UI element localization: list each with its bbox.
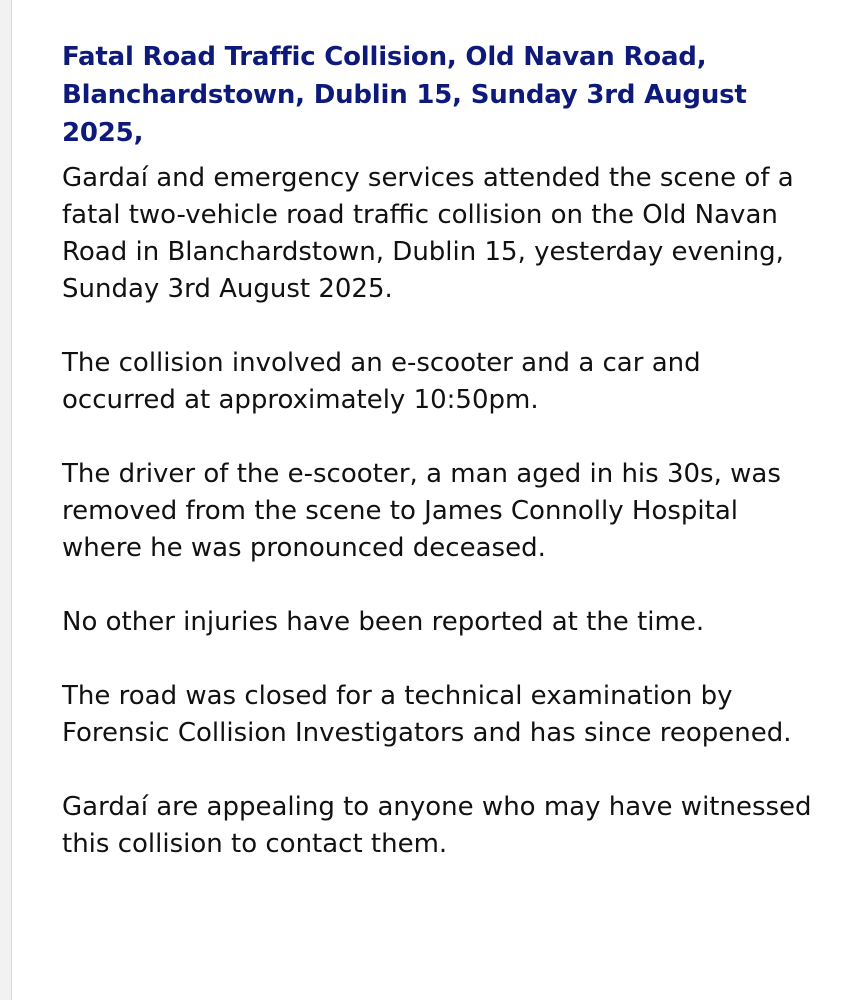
article-paragraph: The collision involved an e-scooter and a car and occurred at approximately 10:50pm. <box>62 348 701 415</box>
article-paragraph: Gardaí are appealing to anyone who may have witnessed this collision to contact them. <box>62 792 812 859</box>
left-border <box>0 0 12 1000</box>
article-paragraph: Gardaí and emergency services attended the scene of a fatal two-vehicle road traffic collision on the Old Navan Road in Blanchardstown, Dublin 15, yesterday evening, Sunday 3rd August 2025. <box>62 163 794 304</box>
article-paragraph: The road was closed for a technical examination by Forensic Collision Investigators and has since reopened. <box>62 681 792 748</box>
article-headline: Fatal Road Traffic Collision, Old Navan Road, Blanchardstown, Dublin 15, Sunday 3rd August 2025, <box>62 42 747 148</box>
article-paragraph: The driver of the e-scooter, a man aged in his 30s, was removed from the scene to James Connolly Hospital where he was pronounced deceased. <box>62 459 781 563</box>
article-paragraph: No other injuries have been reported at the time. <box>62 607 705 637</box>
press-release-article <box>62 38 822 900</box>
